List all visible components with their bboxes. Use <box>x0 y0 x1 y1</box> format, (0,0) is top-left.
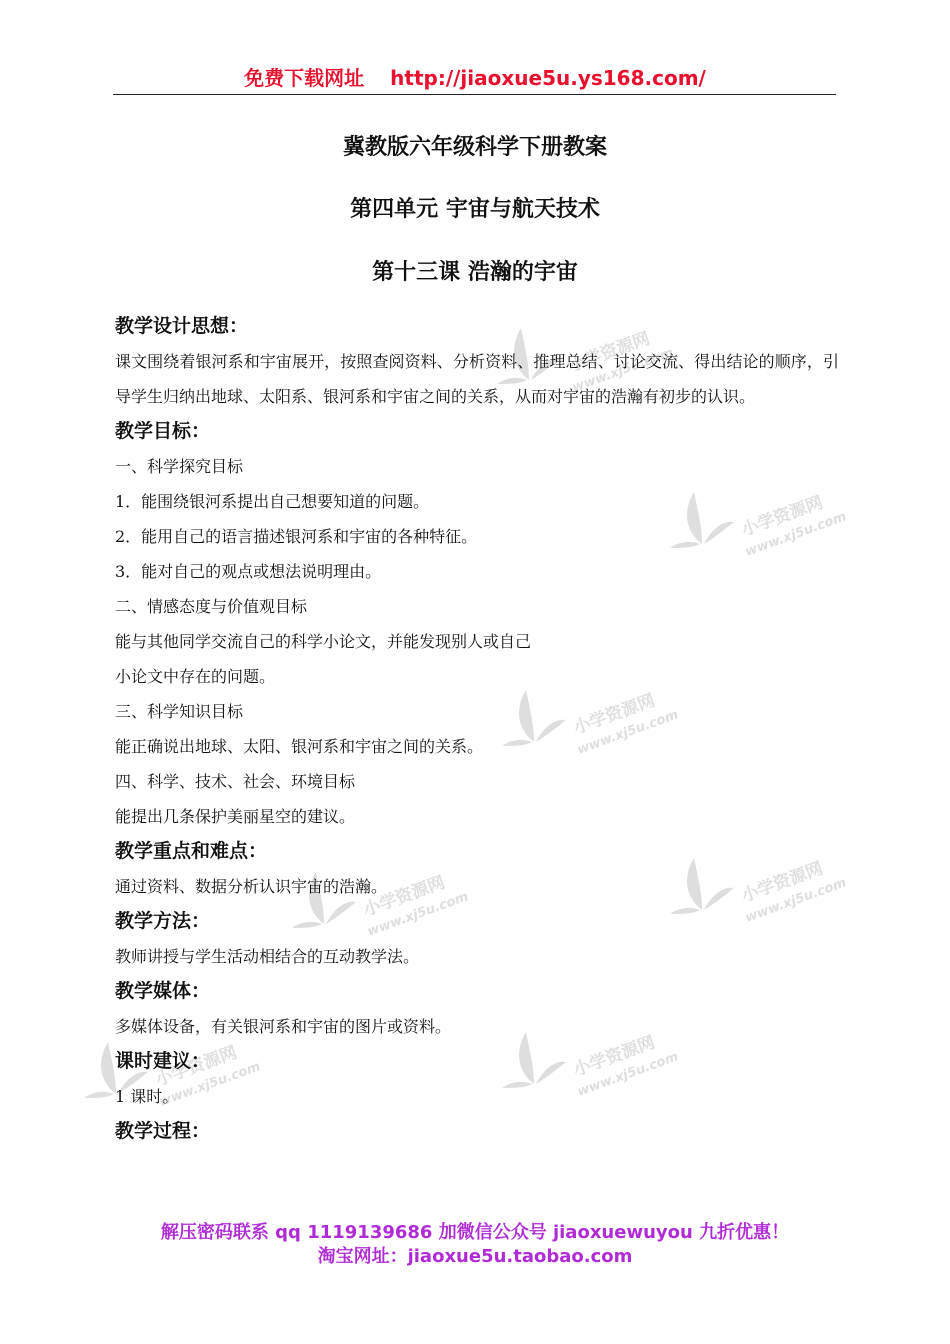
footer-contact: 解压密码联系 qq 1119139686 加微信公众号 jiaoxuewuyou 九折优惠！ <box>160 1222 790 1243</box>
unit-title: 第四单元 宇宙与航天技术 <box>350 197 600 222</box>
keypoints-text: 通过资料、数据分析认识宇宙的浩瀚。 <box>115 877 388 896</box>
goals-subheading: 四、科学、技术、社会、环境目标 <box>115 772 356 791</box>
goal-text: 能与其他同学交流自己的科学小论文，并能发现别人或自己 <box>115 632 532 651</box>
goals-subheading: 三、科学知识目标 <box>115 702 244 721</box>
method-text: 教师讲授与学生活动相结合的互动教学法。 <box>115 947 420 966</box>
header-label: 免费下载网址 <box>244 66 365 90</box>
goal-item: 2．能用自己的语言描述银河系和宇宙的各种特征。 <box>115 527 478 546</box>
book-title: 冀教版六年级科学下册教案 <box>342 135 607 160</box>
goal-item: 3．能对自己的观点或想法说明理由。 <box>115 562 382 581</box>
header-url-link[interactable]: http://jiaoxue5u.ys168.com/ <box>390 66 706 90</box>
method-heading: 教学方法： <box>115 910 211 932</box>
media-text: 多媒体设备，有关银河系和宇宙的图片或资料。 <box>115 1017 452 1036</box>
lesson-plan-body <box>115 309 839 1149</box>
goals-subheading: 一、科学探究目标 <box>115 457 244 476</box>
footer-shop-link[interactable]: 淘宝网址：jiaoxue5u.taobao.com <box>317 1246 633 1267</box>
media-heading: 教学媒体： <box>115 980 211 1002</box>
goal-text: 能正确说出地球、太阳、银河系和宇宙之间的关系。 <box>115 737 484 756</box>
goals-subheading: 二、情感态度与价值观目标 <box>115 597 308 616</box>
goal-text: 小论文中存在的问题。 <box>115 667 276 686</box>
goal-text: 能提出几条保护美丽星空的建议。 <box>115 807 356 826</box>
lesson-title: 第十三课 浩瀚的宇宙 <box>372 260 578 285</box>
header-divider <box>113 94 836 95</box>
keypoints-heading: 教学重点和难点： <box>115 840 268 862</box>
download-header <box>0 62 950 91</box>
hours-text: 1 课时。 <box>115 1087 179 1106</box>
goals-heading: 教学目标： <box>115 420 211 442</box>
hours-heading: 课时建议： <box>115 1050 211 1072</box>
goal-item: 1．能围绕银河系提出自己想要知道的问题。 <box>115 492 430 511</box>
process-heading: 教学过程： <box>115 1120 211 1142</box>
design-text: 课文围绕着银河系和宇宙展开，按照查阅资料、分析资料、推理总结、讨论交流、得出结论的顺序，引导学生归纳出地球、太阳系、银河系和宇宙之间的关系，从而对宇宙的浩瀚有初步的认识。 <box>115 352 839 406</box>
design-heading: 教学设计思想： <box>115 315 249 337</box>
